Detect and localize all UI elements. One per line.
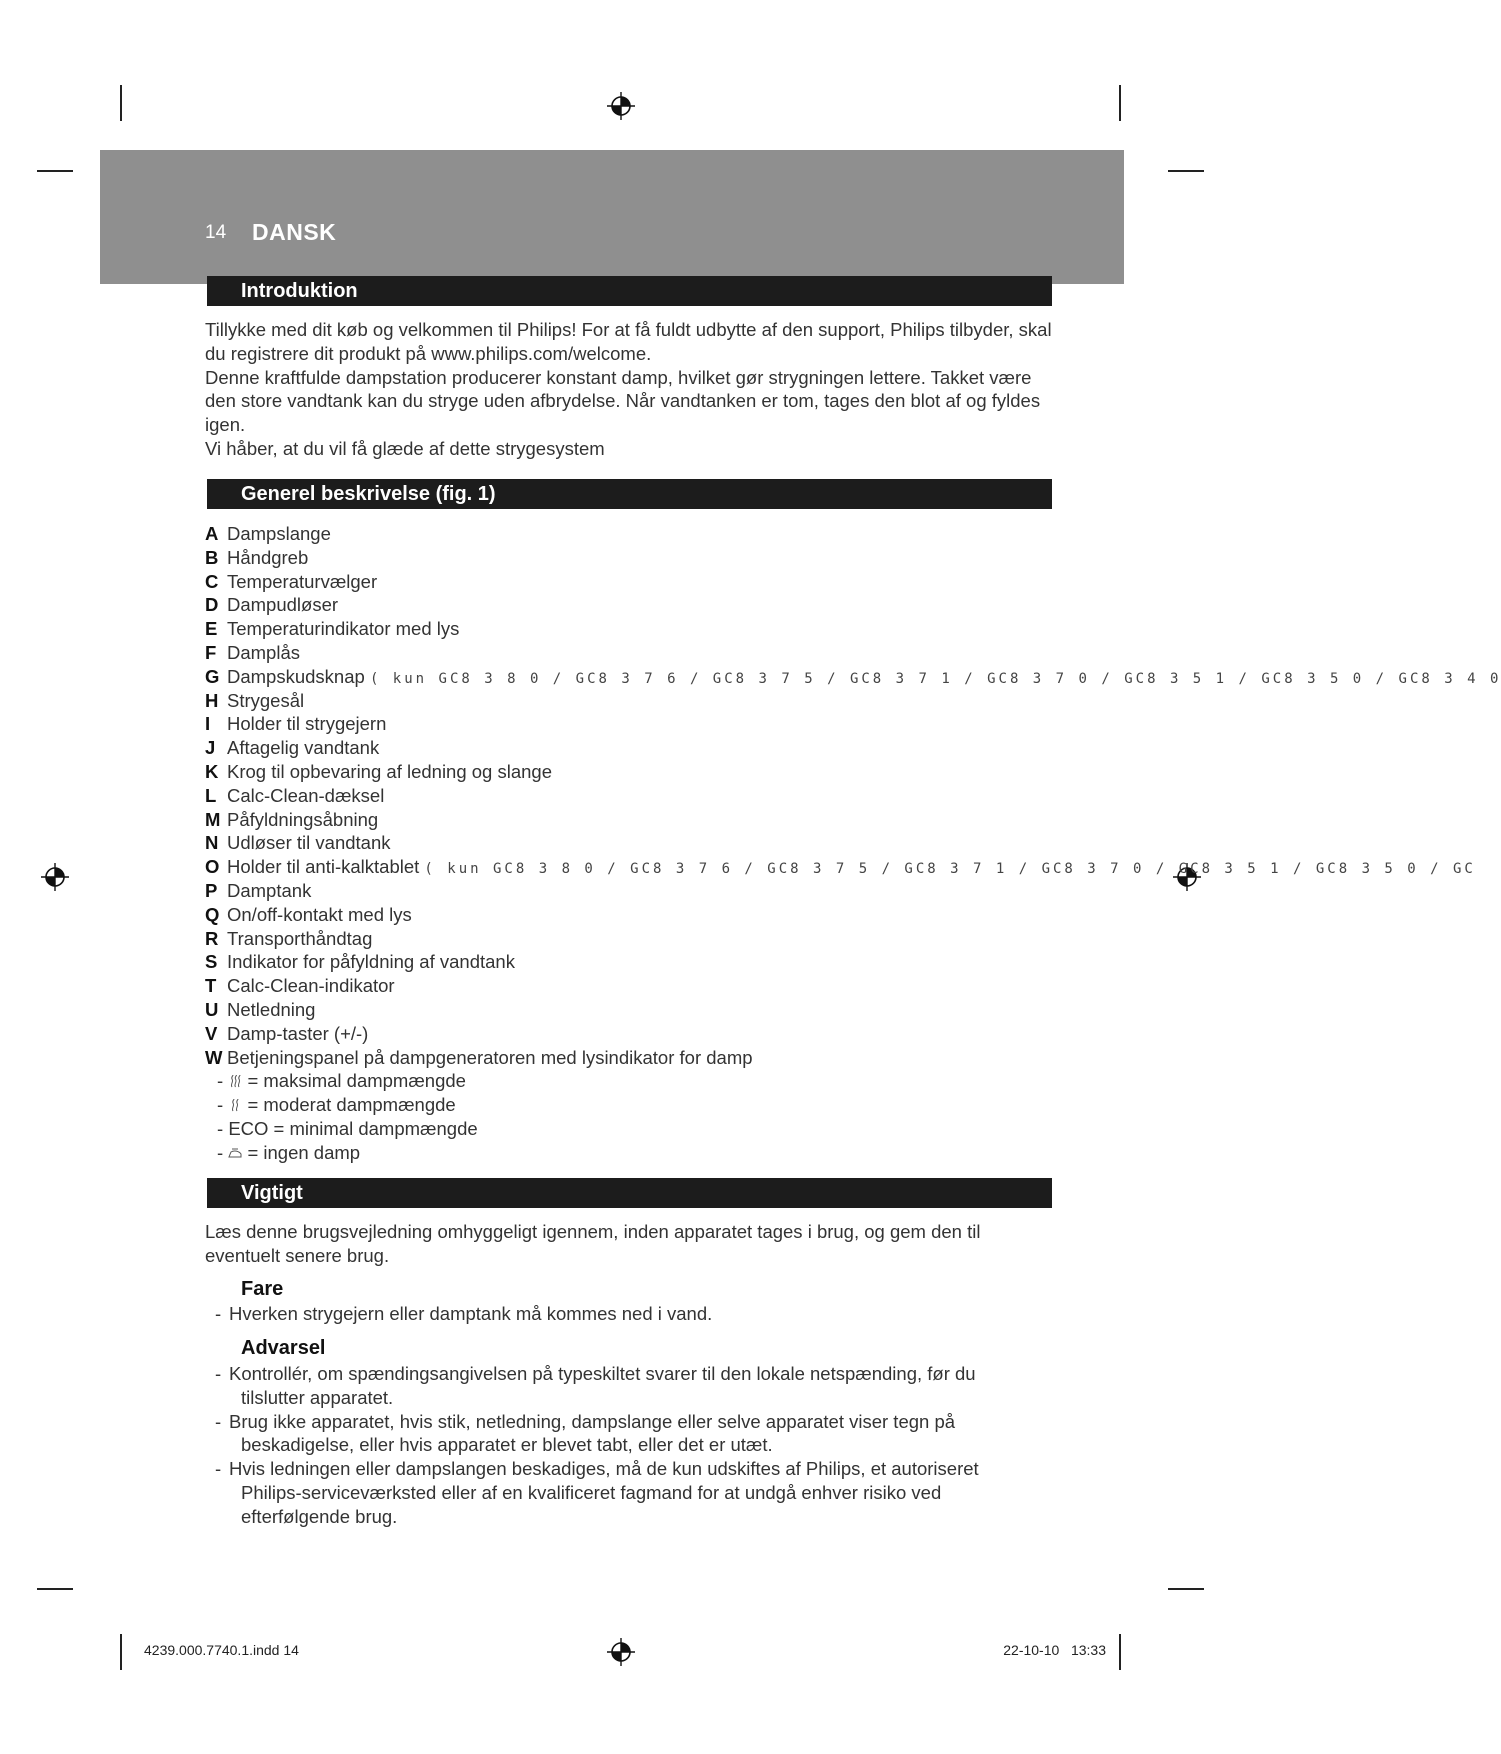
- list-item: [205, 974, 1235, 998]
- danger-heading: Fare: [241, 1278, 284, 1300]
- crop-mark-bottom-right-h: [1168, 1588, 1204, 1590]
- item-letter: Q: [205, 903, 220, 925]
- warning-heading: Advarsel: [241, 1337, 326, 1359]
- list-item: [205, 950, 1235, 974]
- intro-paragraph: Tillykke med dit køb og velkommen til Philips! For at få fuldt udbytte af den support, Philips tilbyder, skal du registrere dit produkt på www.philips.com/welcome.: [205, 319, 1052, 364]
- item-text: Calc-Clean-dæksel: [227, 784, 385, 806]
- list-item: [205, 522, 1235, 546]
- section-title-introduction: Introduktion: [207, 276, 1052, 306]
- item-text: Transporthåndtag: [227, 927, 373, 949]
- steam-moderate-icon: [228, 1094, 242, 1108]
- item-letter: A: [205, 523, 219, 544]
- no-steam-icon: [228, 1142, 242, 1156]
- item-letter: S: [205, 951, 218, 973]
- list-item: [205, 689, 1235, 713]
- item-text: Temperaturvælger: [227, 570, 378, 592]
- list-item: [205, 1022, 1235, 1046]
- item-letter: R: [205, 927, 219, 949]
- registration-mark-icon: [606, 1637, 636, 1667]
- steam-level-text: ECO = minimal dampmængde: [228, 1117, 478, 1139]
- list-item: [205, 593, 1235, 617]
- warning-list: [215, 1362, 1015, 1529]
- item-letter: T: [205, 975, 217, 997]
- introduction-text: [205, 318, 1065, 461]
- header-band: [100, 150, 1124, 284]
- item-text: Håndgreb: [227, 546, 309, 568]
- list-item: [205, 855, 1476, 879]
- steam-level-text: = maksimal dampmængde: [247, 1070, 466, 1092]
- list-item: [205, 1046, 1235, 1070]
- item-letter: L: [205, 784, 217, 806]
- item-letter: D: [205, 594, 219, 616]
- item-letter: V: [205, 1022, 218, 1044]
- item-text: Betjeningspanel på dampgeneratoren med lysindikator for damp: [227, 1046, 753, 1068]
- crop-mark-top-right-h: [1168, 170, 1204, 172]
- steam-level-text: = moderat dampmængde: [247, 1094, 456, 1116]
- item-letter: M: [205, 808, 221, 830]
- item-text: Temperaturindikator med lys: [227, 618, 460, 640]
- item-text: On/off-kontakt med lys: [227, 903, 412, 925]
- warning-item: - Kontrollér, om spændingsangivelsen på typeskiltet svarer til den lokale netspænding, før du tilslutter apparatet.: [215, 1363, 976, 1408]
- item-models-note: ( kun GC8 3 8 0 / GC8 3 7 6 / GC8 3 7 5 / GC8 3 7 1 / GC8 3 7 0 / GC8 3 5 1 / GC8 3 5 0 / GC: [424, 861, 1476, 878]
- list-item: [205, 784, 1235, 808]
- list-item: [205, 712, 1235, 736]
- item-letter: B: [205, 546, 219, 568]
- item-text: Holder til anti-kalktablet: [227, 856, 420, 878]
- item-text: Strygesål: [227, 689, 305, 711]
- item-letter: I: [205, 713, 211, 735]
- steam-level-text: = ingen damp: [247, 1141, 361, 1163]
- list-item: [205, 736, 1235, 760]
- section-title-important: Vigtigt: [207, 1178, 1052, 1208]
- intro-paragraph: Vi håber, at du vil få glæde af dette strygesystem: [205, 437, 605, 459]
- list-item: [205, 808, 1235, 832]
- item-text: Påfyldningsåbning: [227, 808, 379, 830]
- item-text: Udløser til vandtank: [227, 832, 391, 854]
- item-letter: K: [205, 760, 219, 782]
- danger-list: [215, 1302, 1015, 1326]
- item-text: Dampskudsknap: [227, 665, 365, 687]
- section-title-general-description: Generel beskrivelse (fig. 1): [207, 479, 1052, 509]
- list-item: [205, 570, 1235, 594]
- intro-paragraph: Denne kraftfulde dampstation producerer konstant damp, hvilket gør strygningen lettere. Takket være den store vandtank kan du stryge uden afbrydelse. Når vandtanken er tom, tages den blot af og fyldes igen.: [205, 366, 1041, 436]
- steam-level-item: - = moderat dampmængde: [217, 1094, 456, 1116]
- item-letter: F: [205, 641, 217, 663]
- item-letter: J: [205, 737, 216, 759]
- item-text: Damp-taster (+/-): [227, 1022, 369, 1044]
- item-text: Holder til strygejern: [227, 713, 387, 735]
- item-text: Netledning: [227, 998, 316, 1020]
- item-text: Damplås: [227, 641, 300, 663]
- item-letter: C: [205, 570, 219, 592]
- steam-level-item: - ECO = minimal dampmængde: [217, 1117, 478, 1139]
- steam-level-item: - = ingen damp: [217, 1141, 361, 1163]
- list-item: [205, 546, 1235, 570]
- list-item: [205, 927, 1235, 951]
- item-text: Dampudløser: [227, 594, 339, 616]
- crop-mark-bottom-left-h: [37, 1588, 73, 1590]
- item-letter: O: [205, 856, 220, 878]
- crop-mark-bottom-right-v: [1119, 1634, 1121, 1670]
- item-letter: H: [205, 689, 219, 711]
- danger-item: - Hverken strygejern eller damptank må kommes ned i vand.: [215, 1303, 713, 1324]
- item-letter: G: [205, 665, 220, 687]
- item-models-note: ( kun GC8 3 8 0 / GC8 3 7 6 / GC8 3 7 5 / GC8 3 7 1 / GC8 3 7 0 / GC8 3 5 1 / GC8 3 5 0 / GC8 3 4 0: [369, 670, 1501, 687]
- crop-mark-top-right-v: [1119, 85, 1121, 121]
- list-item: [205, 879, 1235, 903]
- language-heading: DANSK: [252, 219, 337, 245]
- crop-mark-bottom-left-v: [120, 1634, 122, 1670]
- list-item: [205, 831, 1235, 855]
- item-text: Damptank: [227, 879, 312, 901]
- list-item: [205, 903, 1235, 927]
- crop-mark-top-left-v: [120, 85, 122, 121]
- item-text: Calc-Clean-indikator: [227, 975, 395, 997]
- parts-list: [205, 522, 1501, 1165]
- steam-max-icon: [228, 1070, 242, 1084]
- registration-mark-icon: [606, 91, 636, 121]
- crop-mark-top-left-h: [37, 170, 73, 172]
- registration-mark-icon: [40, 862, 70, 892]
- item-text: Dampslange: [227, 523, 331, 544]
- steam-level-item: - = maksimal dampmængde: [217, 1070, 466, 1092]
- item-letter: N: [205, 832, 219, 854]
- list-item: [205, 641, 1235, 665]
- list-item: [205, 760, 1235, 784]
- footer-file-info: 4239.000.7740.1.indd 14: [144, 1642, 299, 1658]
- item-letter: E: [205, 618, 218, 640]
- item-letter: P: [205, 879, 218, 901]
- item-letter: W: [205, 1046, 223, 1068]
- item-letter: U: [205, 998, 219, 1020]
- warning-item: - Hvis ledningen eller dampslangen beskadiges, må de kun udskiftes af Philips, et autoriseret Philips-serviceværksted eller af en kvalificeret fagmand for at undgå enhver risiko ved efterfølgende brug.: [215, 1458, 979, 1527]
- page-number: 14: [205, 222, 227, 243]
- warning-item: - Brug ikke apparatet, hvis stik, netledning, dampslange eller selve apparatet viser tegn på beskadigelse, eller hvis apparatet er blevet tabt, eller det er utæt.: [215, 1410, 956, 1456]
- item-text: Indikator for påfyldning af vandtank: [227, 951, 515, 973]
- important-intro: Læs denne brugsvejledning omhyggeligt igennem, inden apparatet tages i brug, og gem den til eventuelt senere brug.: [205, 1221, 981, 1266]
- item-text: Aftagelig vandtank: [227, 737, 380, 759]
- list-item: [205, 617, 1235, 641]
- item-text: Krog til opbevaring af ledning og slange: [227, 760, 553, 782]
- list-item: [205, 665, 1501, 689]
- list-item: [205, 998, 1235, 1022]
- footer-timestamp: 22-10-10 13:33: [1003, 1642, 1106, 1658]
